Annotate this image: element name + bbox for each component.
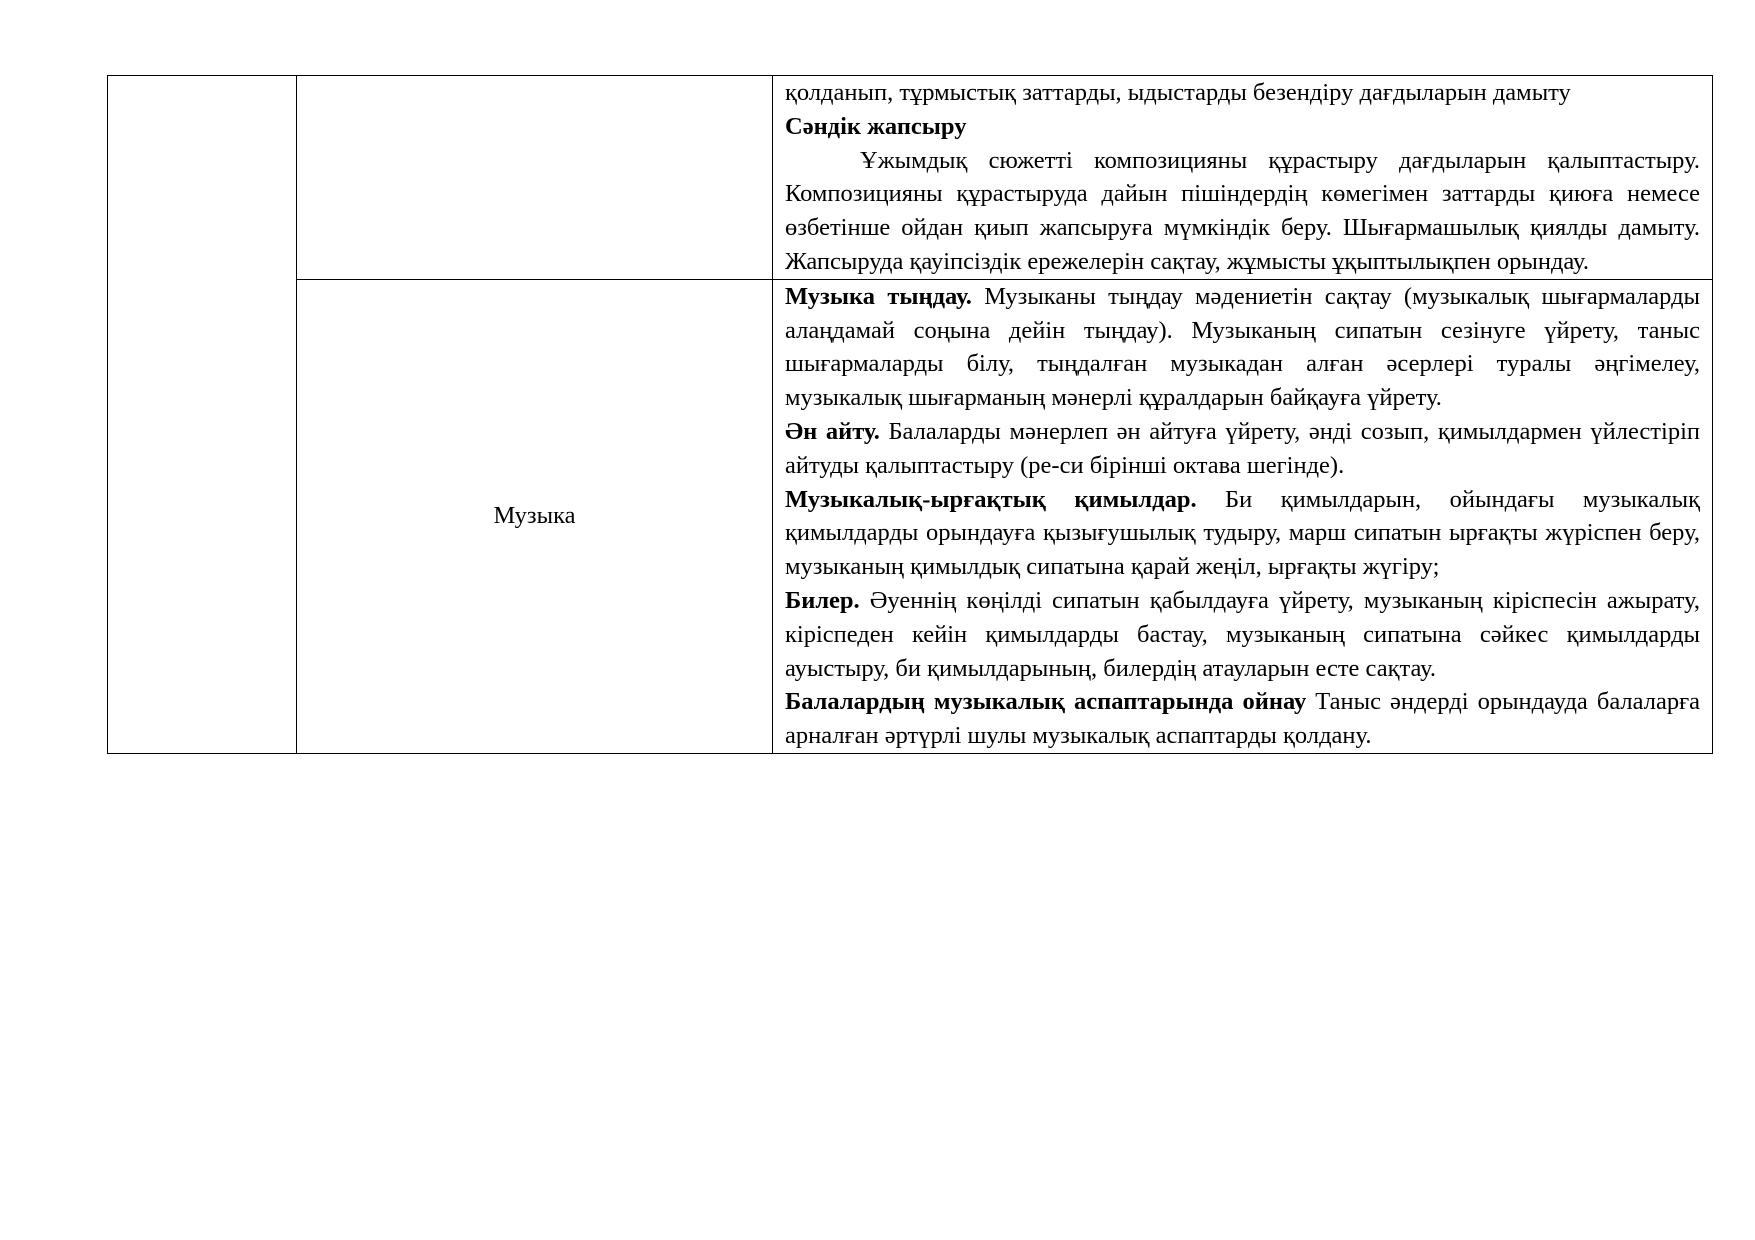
section-heading: Ән айту. (785, 417, 880, 445)
curriculum-table (107, 75, 1713, 754)
table-row (108, 279, 1713, 753)
music-section (785, 483, 1700, 584)
continuation-paragraph: қолданып, тұрмыстық заттарды, ыдыстарды безендіру дағдыларын дамыту (785, 79, 1571, 106)
section-heading: Музыка тыңдау. (785, 282, 972, 310)
section-heading: Музыкалық-ырғақтық қимылдар. (785, 485, 1197, 513)
content-cell-music (773, 279, 1713, 753)
section-heading: Билер. (785, 586, 860, 614)
music-section (785, 415, 1700, 483)
content-cell-visual-arts (773, 76, 1713, 280)
section-heading: Балалардың музыкалық аспаптарында ойнау (785, 688, 1307, 716)
subject-cell-music (297, 279, 773, 753)
section-text: Таныс әндерді орындауда балаларға арналған әртүрлі шулы музыкалық аспаптарды қолдану. (785, 688, 1701, 750)
section-text: Музыканы тыңдау мәдениетін сақтау (музыкалық шығармаларды алаңдамай соңына дейін тыңдау). Музыканың сипатын сезінуге үйрету, таныс шығармаларды білу, тыңдалған музыкадан алған әсерлері туралы әңгімелеу, музыкалық шығарманың мәнерлі құралдарын байқауға үйрету. (785, 282, 1701, 412)
subject-label: Музыка (493, 502, 576, 530)
section-text: Әуеннің көңілді сипатын қабылдауға үйрету, музыканың кіріспесін ажырату, кіріспеден кейін қимылдарды бастау, музыканың сипатына сәйкес қимылдарды ауыстыру, би қимылдарының, билердің атауларын есте сақтау. (785, 586, 1700, 682)
table-row (108, 76, 1713, 280)
section-text: Балаларды мәнерлеп ән айтуға үйрету, әнді созып, қимылдармен үйлестіріп айтуды қалыптастыру (ре-си бірінші октава шегінде). (785, 417, 1700, 479)
empty-section-cell (108, 76, 297, 754)
music-section (785, 584, 1700, 685)
section-text: Би қимылдарын, ойындағы музыкалық қимылдарды орындауға қызығушылық тудыру, марш сипатын ырғақты жүріспен беру, музыканың қимылдық сипатына қарай жеңіл, ырғақты жүгіру; (785, 485, 1701, 581)
music-section (785, 685, 1700, 753)
applique-paragraph: Ұжымдық сюжетті композицияны құрастыру дағдыларын қалыптастыру. Композицияны құрастыруда дайын пішіндердің көмегімен заттарды қиюға немесе өзбетінше ойдан қиып жапсыруға мүмкіндік беру. Шығармашылық қиялды дамыту. Жапсыруда қауіпсіздік ережелерін сақтау, жұмысты ұқыптылықпен орындау. (785, 146, 1700, 275)
empty-subject-cell (297, 76, 773, 280)
music-section (785, 280, 1700, 415)
applique-heading: Сәндік жапсыру (785, 112, 967, 140)
